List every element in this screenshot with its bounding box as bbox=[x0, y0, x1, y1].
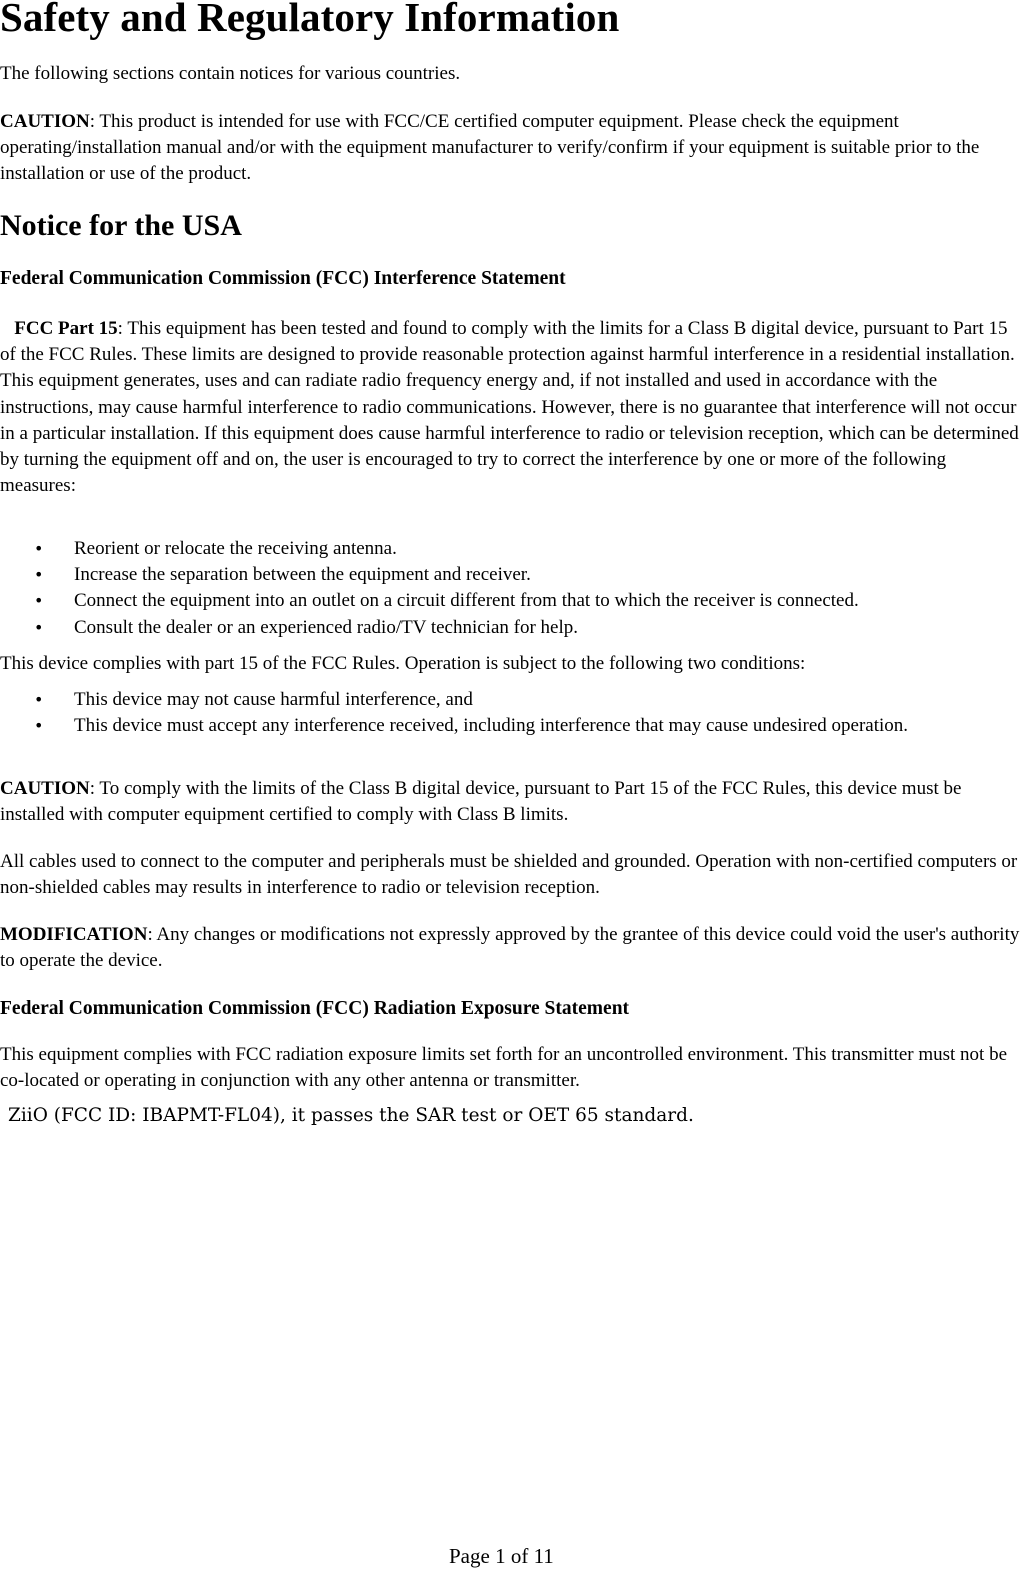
bullet-icon: • bbox=[34, 539, 44, 558]
page-footer: Page 1 of 11 bbox=[449, 1544, 554, 1568]
intro-paragraph: The following sections contain notices for various countries. bbox=[0, 63, 461, 84]
list-item bbox=[0, 615, 1029, 641]
caution-label: CAUTION bbox=[0, 111, 90, 132]
fcc-part15-text: : This equipment has been tested and found to comply with the limits for a Class B digital device, pursuant to Part 15 of the FCC Rules. These limits are designed to provide reasonable protection against harmful interference in a residential installation. This equipment generates, uses and can radiate radio frequency energy and, if not installed and used in accordance with the instructions, may cause harmful interference to radio communications. However, there is no guarantee that interference will not occur in a particular installation. If this equipment does cause harmful interference to radio or television reception, which can be determined by turning the equipment off and on, the user is encouraged to try to correct the interference by one or more of the following measures: bbox=[0, 318, 1019, 497]
radiation-paragraph: This equipment complies with FCC radiation exposure limits set forth for an uncontrolled environment. This transmitter must not be co-located or operating in conjunction with any other antenna or transmitter. bbox=[0, 1044, 1008, 1092]
caution-paragraph-2 bbox=[0, 776, 1025, 828]
bullet-icon: • bbox=[34, 591, 44, 611]
list-item bbox=[0, 536, 1029, 562]
modification-text: : Any changes or modifications not expressly approved by the grantee of this device could void the user's authority to operate the device. bbox=[0, 924, 1020, 972]
measure-text: Consult the dealer or an experienced radio/TV technician for help. bbox=[74, 616, 579, 638]
bullet-icon: • bbox=[34, 690, 44, 709]
conditions-list bbox=[0, 687, 1000, 739]
measure-text: Connect the equipment into an outlet on a circuit different from that to which the receiver is connected. bbox=[74, 590, 859, 612]
fcc-radiation-heading: Federal Communication Commission (FCC) Radiation Exposure Statement bbox=[0, 998, 630, 1019]
measure-text: Increase the separation between the equipment and receiver. bbox=[74, 564, 531, 586]
caution-paragraph-1 bbox=[0, 109, 1025, 188]
bullet-icon: • bbox=[34, 716, 44, 736]
page-title: Safety and Regulatory Information bbox=[0, 0, 620, 40]
bullet-icon: • bbox=[34, 617, 44, 637]
list-item bbox=[0, 687, 1000, 713]
fcc-interference-heading: Federal Communication Commission (FCC) Interference Statement bbox=[0, 268, 566, 289]
condition-text: This device must accept any interference received, including interference that may cause undesired operation. bbox=[74, 715, 909, 737]
measures-list bbox=[0, 536, 1029, 641]
bullet-icon: • bbox=[34, 565, 44, 585]
fcc-part15-label: FCC Part 15 bbox=[14, 318, 118, 339]
usa-heading: Notice for the USA bbox=[0, 209, 242, 242]
fcc-part15-paragraph bbox=[0, 316, 1025, 499]
measure-text: Reorient or relocate the receiving antenna. bbox=[74, 538, 397, 559]
condition-text: This device may not cause harmful interference, and bbox=[74, 689, 473, 710]
list-item bbox=[0, 588, 1029, 614]
conditions-intro: This device complies with part 15 of the FCC Rules. Operation is subject to the following two conditions: bbox=[0, 653, 806, 674]
ziio-statement: ZiiO (FCC ID: IBAPMT-FL04), it passes the SAR test or OET 65 standard. bbox=[8, 1105, 694, 1126]
modification-label: MODIFICATION bbox=[0, 924, 148, 945]
caution-text: : To comply with the limits of the Class B digital device, pursuant to Part 15 of the FCC Rules, this device must be installed with computer equipment certified to comply with Class B limits. bbox=[0, 778, 962, 826]
caution-label: CAUTION bbox=[0, 778, 90, 799]
list-item bbox=[0, 562, 1029, 588]
caution-text: : This product is intended for use with FCC/CE certified computer equipment. Please check the equipment operating/installation manual and/or with the equipment manufacturer to verify/confirm if your equipment is suitable prior to the installation or use of the product. bbox=[0, 111, 980, 185]
modification-paragraph bbox=[0, 922, 1025, 974]
list-item bbox=[0, 713, 1000, 739]
cables-paragraph: All cables used to connect to the computer and peripherals must be shielded and grounded. Operation with non-certified computers or non-shielded cables may results in interference to radio or television reception. bbox=[0, 851, 1018, 899]
